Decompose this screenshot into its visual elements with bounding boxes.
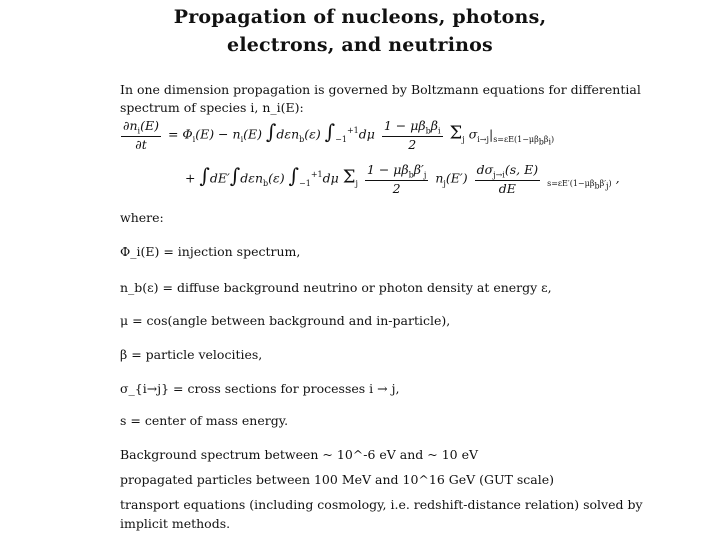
title-line-2: electrons, and neutrinos xyxy=(227,34,493,56)
note-line: Background spectrum between ~ 10^-6 eV and ~ 10 eV xyxy=(120,447,479,462)
title-line-1: Propagation of nucleons, photons, xyxy=(173,6,547,28)
boltzmann-equation-line-1: $\frac{\partial n_i(E)}{\partial t}$ = $\Phi_i(E) - n_i(E)$ ∫dεn$_b$(ε) $\int_{-1}^{+1}d\mu$ $\frac{1 - \mu\beta_b\beta_i}{2}$ $\Sigma_j$ $\sigma_{i\to j}|_{s=\varepsilon E(1-\mu\beta b\beta i)}$ xyxy=(123,118,555,152)
note-line: transport equations (including cosmology, i.e. redshift-distance relation) solved by xyxy=(120,497,643,512)
intro-line-1: In one dimension propagation is governed by Boltzmann equations for differential xyxy=(120,82,641,97)
note-line: propagated particles between 100 MeV and 10^16 GeV (GUT scale) xyxy=(120,472,554,487)
where-label: where: xyxy=(120,210,164,225)
definition-item: β = particle velocities, xyxy=(120,347,263,362)
intro-line-2: spectrum of species i, n_i(E): xyxy=(120,100,304,115)
boltzmann-equation-line-2: + ∫dE′∫dεn$_b$(ε) $\int_{-1}^{+1}d\mu$ $\Sigma_j$ $\frac{1 - \mu\beta_b\beta'_j}{2}$ $n_j(E')$ $\frac{d\sigma_{j\to i}(s, E)}{dE}$ $_{s=\varepsilon E'(1-\mu\beta b\beta'j)}$ , xyxy=(185,162,620,196)
definition-item: Φ_i(E) = injection spectrum, xyxy=(120,244,301,259)
definition-item: μ = cos(angle between background and in-particle), xyxy=(120,313,451,328)
definition-item: σ_{i→j} = cross sections for processes i → j, xyxy=(120,381,400,396)
definition-item: s = center of mass energy. xyxy=(120,413,289,428)
note-line: implicit methods. xyxy=(120,516,231,531)
definition-item: n_b(ε) = diffuse background neutrino or photon density at energy ε, xyxy=(120,280,552,295)
